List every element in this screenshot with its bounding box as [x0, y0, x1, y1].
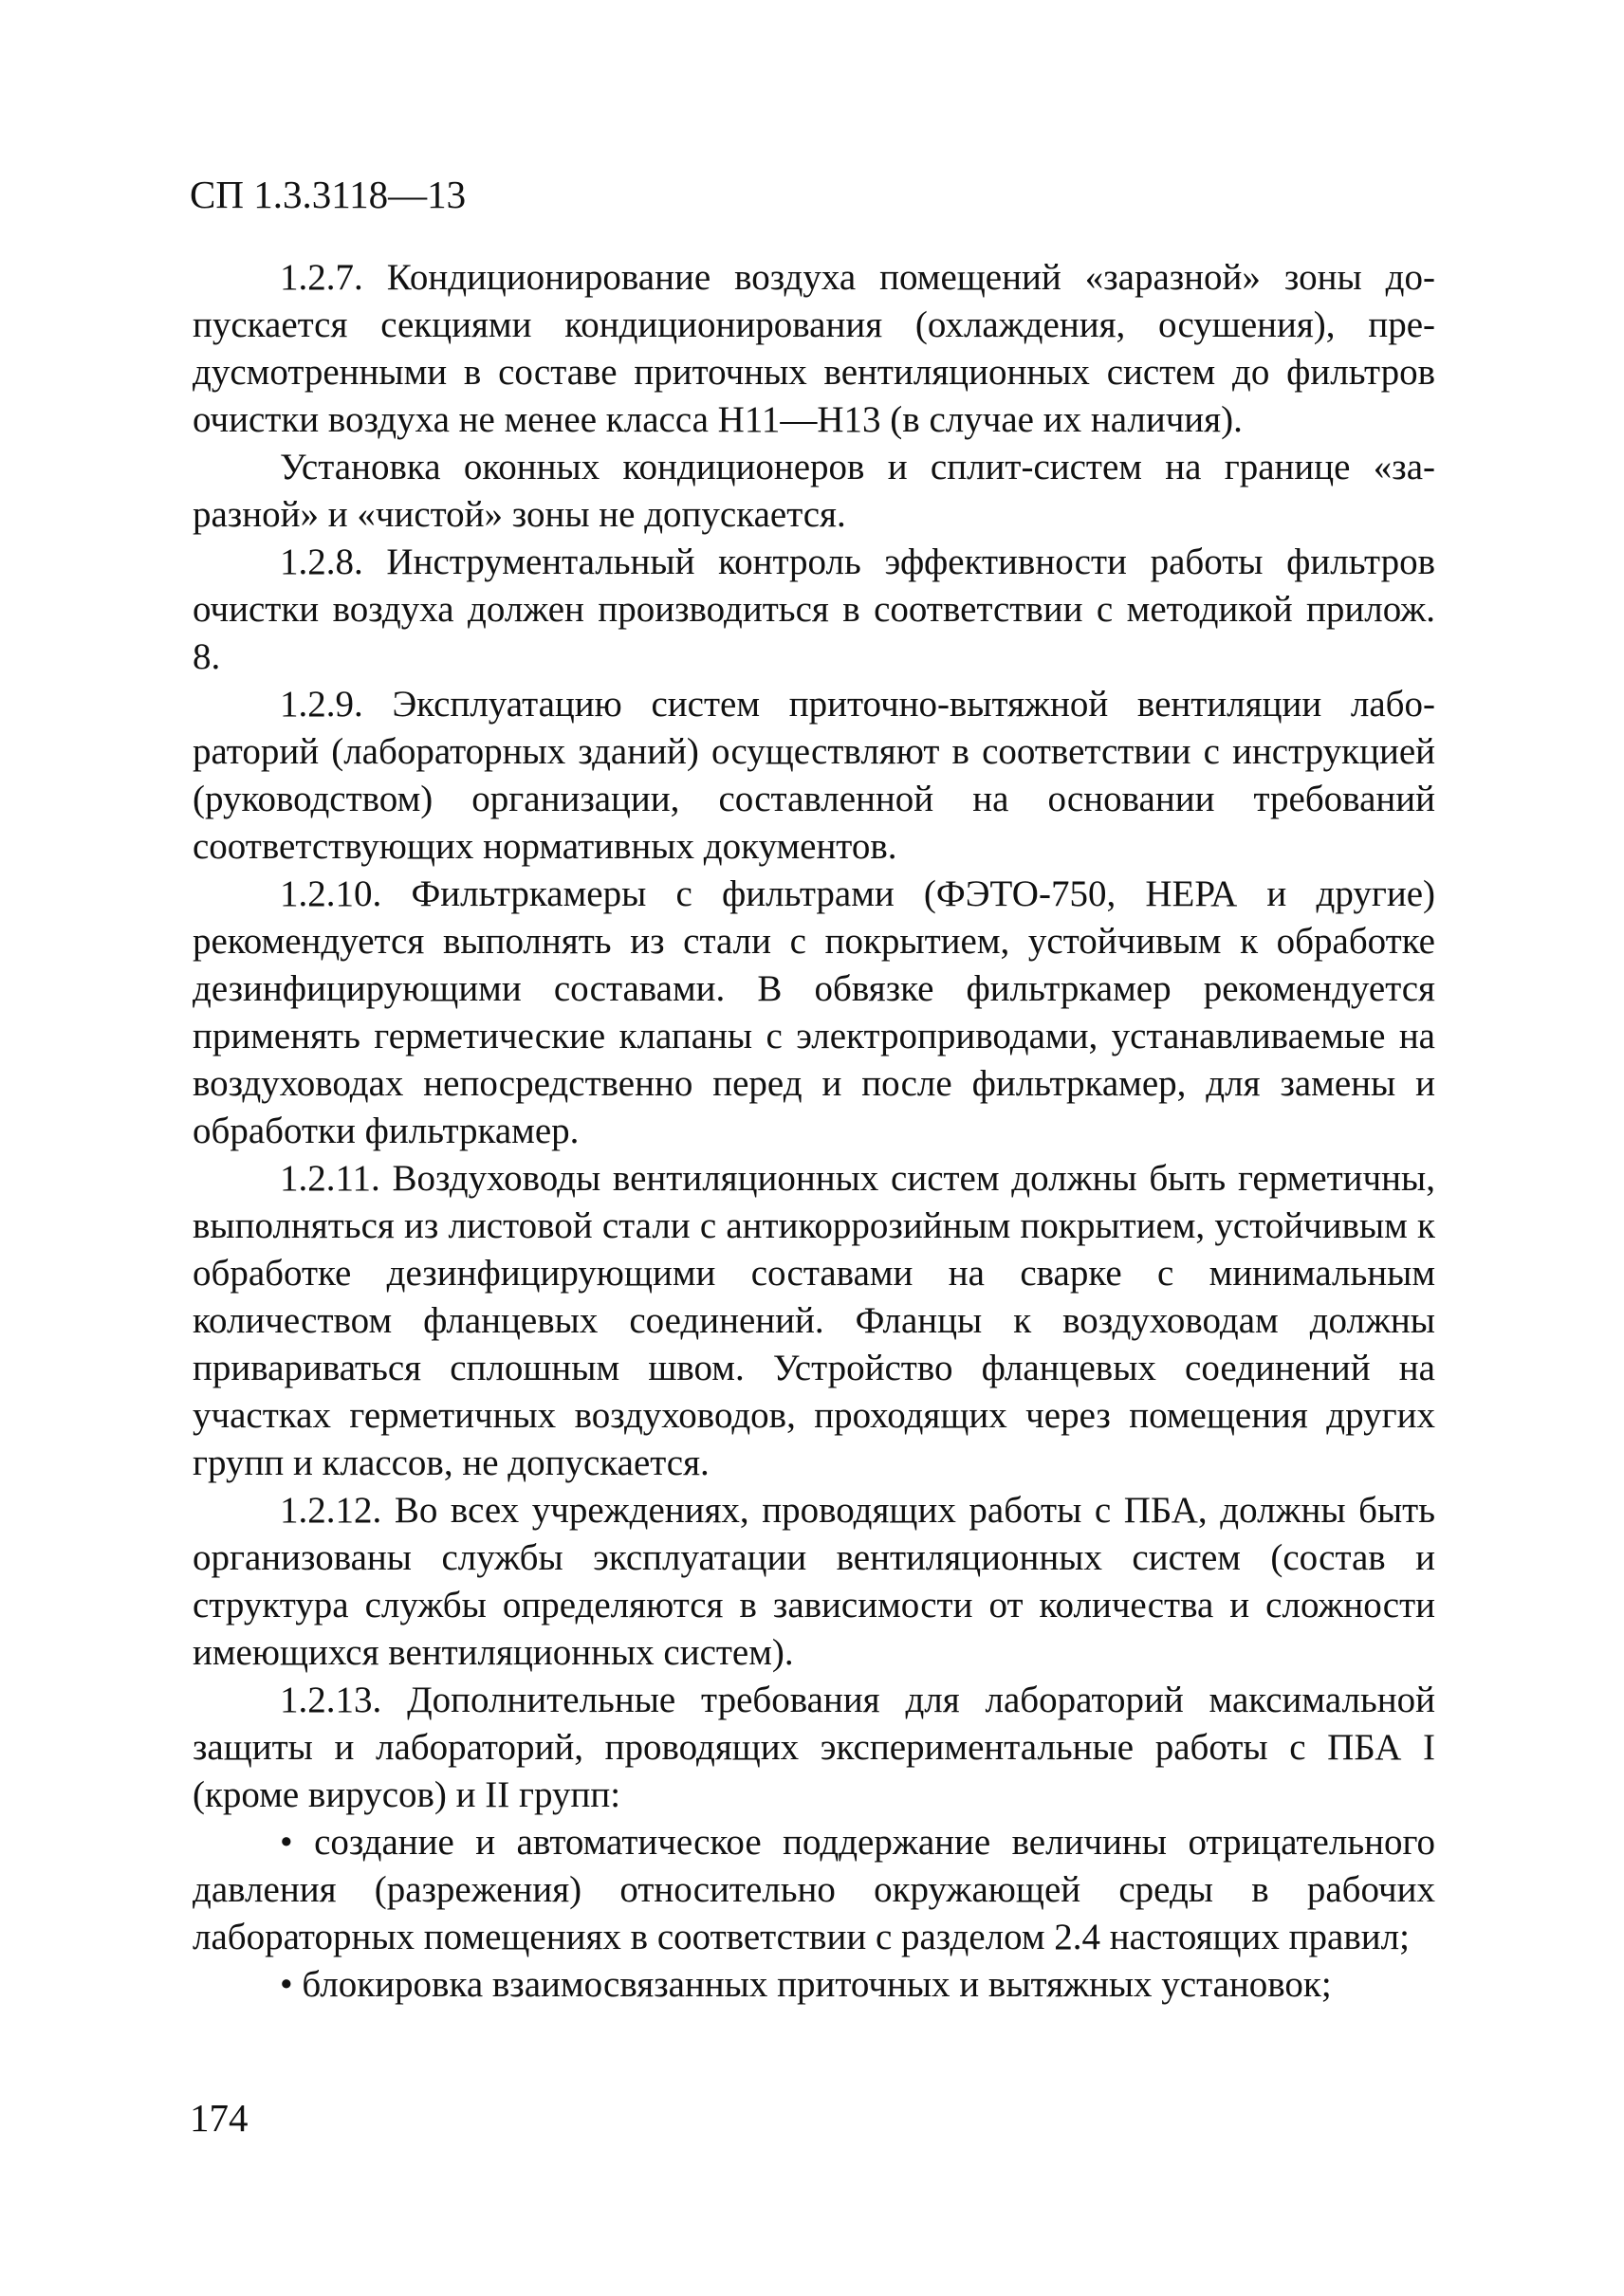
document-body [193, 254, 1435, 2009]
page-number: 174 [190, 2096, 249, 2140]
paragraph-1-2-7: 1.2.7. Кондиционирование воздуха помещений «заразной» зоны допускается секциями кондиционирования (охлаждения, осушения), предусмотренными в составе приточных вентиляционных систем до фильтров очистки воздуха не менее класса Н11—Н13 (в случае их наличия). [193, 257, 1435, 440]
paragraph-1-2-13: 1.2.13. Дополнительные требования для лабораторий максимальной защиты и лабораторий, проводящих экспериментальные работы с ПБА I (кроме вирусов) и II групп: [193, 1680, 1435, 1815]
list-item: • блокировка взаимосвязанных приточных и вытяжных установок; [280, 1964, 1332, 2005]
list-item: • создание и автоматическое поддержание величины отрицательного давления (разрежения) относительно окружающей среды в рабочих лабораторных помещениях в соответствии с разделом 2.4 настоящих правил; [193, 1822, 1435, 1957]
paragraph-1-2-10: 1.2.10. Фильтркамеры с фильтрами (ФЭТО-750, НЕРА и другие) рекомендуется выполнять из стали с покрытием, устойчивым к обработке дезинфицирующими составами. В обвязке фильтркамер рекомендуется применять герметические клапаны с электроприводами, устанавливаемые на воздуховодах непосредственно перед и после фильтркамер, для замены и обработки фильтркамер. [193, 873, 1435, 1151]
paragraph-1-2-12: 1.2.12. Во всех учреждениях, проводящих работы с ПБА, должны быть организованы службы эксплуатации вентиляционных систем (состав и структура службы определяются в зависимости от количества и сложности имеющихся вентиляционных систем). [193, 1490, 1435, 1673]
paragraph-air-conditioners: Установка оконных кондиционеров и сплит-систем на границе «заразной» и «чистой» зоны не допускается. [193, 447, 1435, 535]
document-code: СП 1.3.3118—13 [190, 173, 467, 216]
paragraph-1-2-11: 1.2.11. Воздуховоды вентиляционных систем должны быть герметичны, выполняться из листовой стали с антикоррозийным покрытием, устойчивым к обработке дезинфицирующими составами на сварке с минимальным количеством фланцевых соединений. Фланцы к воздуховодам должны привариваться сплошным швом. Устройство фланцевых соединений на участках герметичных воздуховодов, проходящих через помещения других групп и классов, не допускается. [193, 1158, 1435, 1483]
paragraph-1-2-9: 1.2.9. Эксплуатацию систем приточно-вытяжной вентиляции лабораторий (лабораторных зданий) осуществляют в соответствии с инструкцией (руководством) организации, составленной на основании требований соответствующих нормативных документов. [193, 684, 1435, 867]
paragraph-1-2-8: 1.2.8. Инструментальный контроль эффективности работы фильтров очистки воздуха должен производиться в соответствии с методикой прилож. 8. [193, 542, 1435, 677]
